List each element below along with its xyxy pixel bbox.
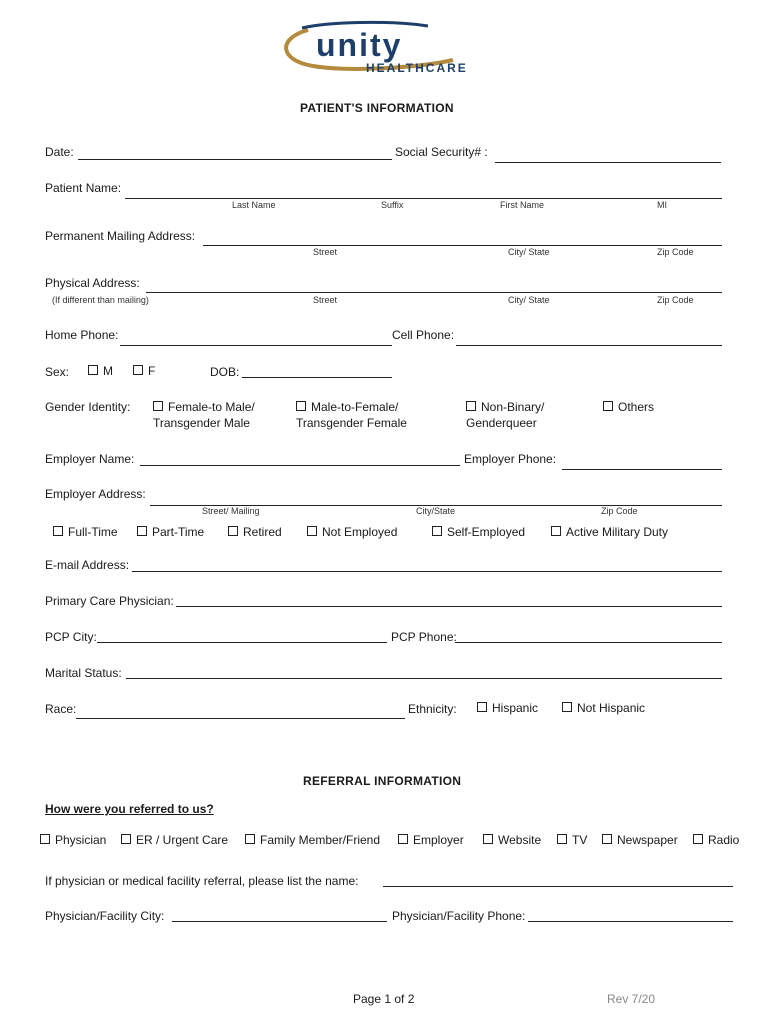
referral-er[interactable] [121, 833, 228, 847]
checkbox-icon[interactable] [693, 834, 703, 844]
referral-employer[interactable] [398, 833, 464, 847]
marital-status-field[interactable] [126, 678, 722, 679]
patient-name-field[interactable] [125, 198, 722, 199]
gender-ftm-label: Female-to Male/ [168, 400, 255, 414]
referral-radio[interactable] [693, 833, 739, 847]
facility-phone-label: Physician/Facility Phone: [392, 909, 526, 923]
sex-f-option[interactable] [133, 364, 155, 378]
home-phone-label: Home Phone: [45, 328, 119, 342]
checkbox-icon[interactable] [477, 702, 487, 712]
referral-website-label: Website [498, 833, 542, 847]
ethnicity-hispanic[interactable] [477, 701, 538, 715]
physical-address-note: (If different than mailing) [52, 295, 149, 305]
revision-label: Rev 7/20 [607, 992, 656, 1006]
home-phone-field[interactable] [120, 345, 392, 346]
physical-street-caption: Street [313, 295, 338, 305]
referral-newspaper[interactable] [602, 833, 678, 847]
referral-physician-name-field[interactable] [383, 886, 733, 887]
referral-physician-label: Physician [55, 833, 107, 847]
gender-nonbinary-line2: Genderqueer [466, 416, 537, 430]
gender-mtf-label: Male-to-Female/ [311, 400, 399, 414]
checkbox-icon[interactable] [307, 526, 317, 536]
pcp-city-label: PCP City: [45, 630, 97, 644]
ethnicity-hispanic-label: Hispanic [492, 701, 539, 715]
employer-phone-field[interactable] [562, 469, 722, 470]
checkbox-icon[interactable] [121, 834, 131, 844]
email-label: E-mail Address: [45, 558, 130, 572]
checkbox-icon[interactable] [137, 526, 147, 536]
employment-not-employed-label: Not Employed [322, 525, 398, 539]
employment-fulltime[interactable] [53, 525, 118, 539]
referral-radio-label: Radio [708, 833, 740, 847]
gender-option-nonbinary[interactable] [466, 400, 544, 414]
checkbox-icon[interactable] [53, 526, 63, 536]
unity-healthcare-logo [278, 20, 493, 81]
employment-self-employed[interactable] [432, 525, 525, 539]
cell-phone-field[interactable] [456, 345, 722, 346]
facility-phone-field[interactable] [528, 921, 733, 922]
checkbox-icon[interactable] [466, 401, 476, 411]
checkbox-icon[interactable] [228, 526, 238, 536]
ssn-field[interactable] [495, 162, 721, 163]
referral-employer-label: Employer [413, 833, 464, 847]
sex-label: Sex: [45, 365, 70, 379]
referral-tv-label: TV [572, 833, 588, 847]
employment-active-military-label: Active Military Duty [566, 525, 669, 539]
gender-identity-label: Gender Identity: [45, 400, 131, 414]
gender-nonbinary-label: Non-Binary/ [481, 400, 545, 414]
pcp-phone-label: PCP Phone: [391, 630, 457, 644]
referral-website[interactable] [483, 833, 541, 847]
checkbox-icon[interactable] [133, 365, 143, 375]
pcp-phone-field[interactable] [455, 642, 722, 643]
svg-text:unity: unity [316, 27, 403, 63]
marital-status-label: Marital Status: [45, 666, 122, 680]
gender-option-mtf[interactable] [296, 400, 398, 414]
employer-phone-label: Employer Phone: [464, 452, 557, 466]
referral-er-label: ER / Urgent Care [136, 833, 229, 847]
sex-m-label: M [103, 364, 113, 378]
employment-parttime[interactable] [137, 525, 204, 539]
email-field[interactable] [132, 571, 722, 572]
checkbox-icon[interactable] [296, 401, 306, 411]
employer-address-label: Employer Address: [45, 487, 146, 501]
checkbox-icon[interactable] [88, 365, 98, 375]
patient-section-title: PATIENT'S INFORMATION [300, 101, 454, 115]
date-label: Date: [45, 145, 74, 159]
page-number: Page 1 of 2 [353, 992, 415, 1006]
mailing-zip-caption: Zip Code [657, 247, 694, 257]
checkbox-icon[interactable] [602, 834, 612, 844]
referral-family[interactable] [245, 833, 380, 847]
mailing-city-caption: City/ State [508, 247, 550, 257]
pcp-city-field[interactable] [97, 642, 387, 643]
employment-fulltime-label: Full-Time [68, 525, 118, 539]
gender-others-label: Others [618, 400, 655, 414]
checkbox-icon[interactable] [398, 834, 408, 844]
employment-retired-label: Retired [243, 525, 282, 539]
checkbox-icon[interactable] [551, 526, 561, 536]
employer-zip-caption: Zip Code [601, 506, 638, 516]
ssn-label: Social Security# : [395, 145, 488, 159]
mailing-street-caption: Street [313, 247, 338, 257]
logo-graphic [278, 20, 493, 78]
referral-physician-name-label: If physician or medical facility referral, please list the name: [45, 874, 359, 888]
mailing-address-field[interactable] [203, 245, 722, 246]
ethnicity-not-hispanic[interactable] [562, 701, 645, 715]
svg-text:HEALTHCARE: HEALTHCARE [366, 61, 468, 75]
first-name-caption: First Name [500, 200, 545, 210]
sex-m-option[interactable] [88, 364, 113, 378]
mailing-address-label: Permanent Mailing Address: [45, 229, 196, 243]
employer-street-caption: Street/ Mailing [202, 506, 260, 516]
employment-self-employed-label: Self-Employed [447, 525, 526, 539]
employer-name-label: Employer Name: [45, 452, 135, 466]
checkbox-icon[interactable] [245, 834, 255, 844]
checkbox-icon[interactable] [483, 834, 493, 844]
checkbox-icon[interactable] [562, 702, 572, 712]
sex-f-label: F [148, 364, 156, 378]
dob-label: DOB: [210, 365, 240, 379]
employment-not-employed[interactable] [307, 525, 397, 539]
checkbox-icon[interactable] [432, 526, 442, 536]
physical-city-caption: City/ State [508, 295, 550, 305]
checkbox-icon[interactable] [153, 401, 163, 411]
employment-parttime-label: Part-Time [152, 525, 205, 539]
race-field[interactable] [76, 718, 405, 719]
physical-address-label: Physical Address: [45, 276, 140, 290]
suffix-caption: Suffix [381, 200, 404, 210]
pcp-label: Primary Care Physician: [45, 594, 174, 608]
pcp-field[interactable] [176, 606, 722, 607]
checkbox-icon[interactable] [40, 834, 50, 844]
gender-ftm-line2: Transgender Male [153, 416, 250, 430]
physical-address-field[interactable] [146, 292, 722, 293]
last-name-caption: Last Name [232, 200, 276, 210]
employment-active-military[interactable] [551, 525, 668, 539]
patient-name-label: Patient Name: [45, 181, 122, 195]
ethnicity-not-hispanic-label: Not Hispanic [577, 701, 646, 715]
employer-city-caption: City/State [416, 506, 456, 516]
gender-option-ftm[interactable] [153, 400, 255, 414]
employment-retired[interactable] [228, 525, 282, 539]
referral-physician[interactable] [40, 833, 106, 847]
checkbox-icon[interactable] [603, 401, 613, 411]
referral-section-title: REFERRAL INFORMATION [303, 774, 462, 788]
race-label: Race: [45, 702, 77, 716]
employer-name-field[interactable] [140, 465, 460, 466]
facility-city-label: Physician/Facility City: [45, 909, 165, 923]
referral-newspaper-label: Newspaper [617, 833, 678, 847]
referral-tv[interactable] [557, 833, 587, 847]
gender-option-others[interactable] [603, 400, 654, 414]
cell-phone-label: Cell Phone: [392, 328, 455, 342]
physical-zip-caption: Zip Code [657, 295, 694, 305]
date-field[interactable] [78, 159, 392, 160]
referral-question: How were you referred to us? [45, 802, 214, 816]
facility-city-field[interactable] [172, 921, 387, 922]
referral-family-label: Family Member/Friend [260, 833, 381, 847]
ethnicity-label: Ethnicity: [408, 702, 457, 716]
checkbox-icon[interactable] [557, 834, 567, 844]
mi-caption: MI [657, 200, 667, 210]
dob-field[interactable] [242, 377, 392, 378]
gender-mtf-line2: Transgender Female [296, 416, 407, 430]
